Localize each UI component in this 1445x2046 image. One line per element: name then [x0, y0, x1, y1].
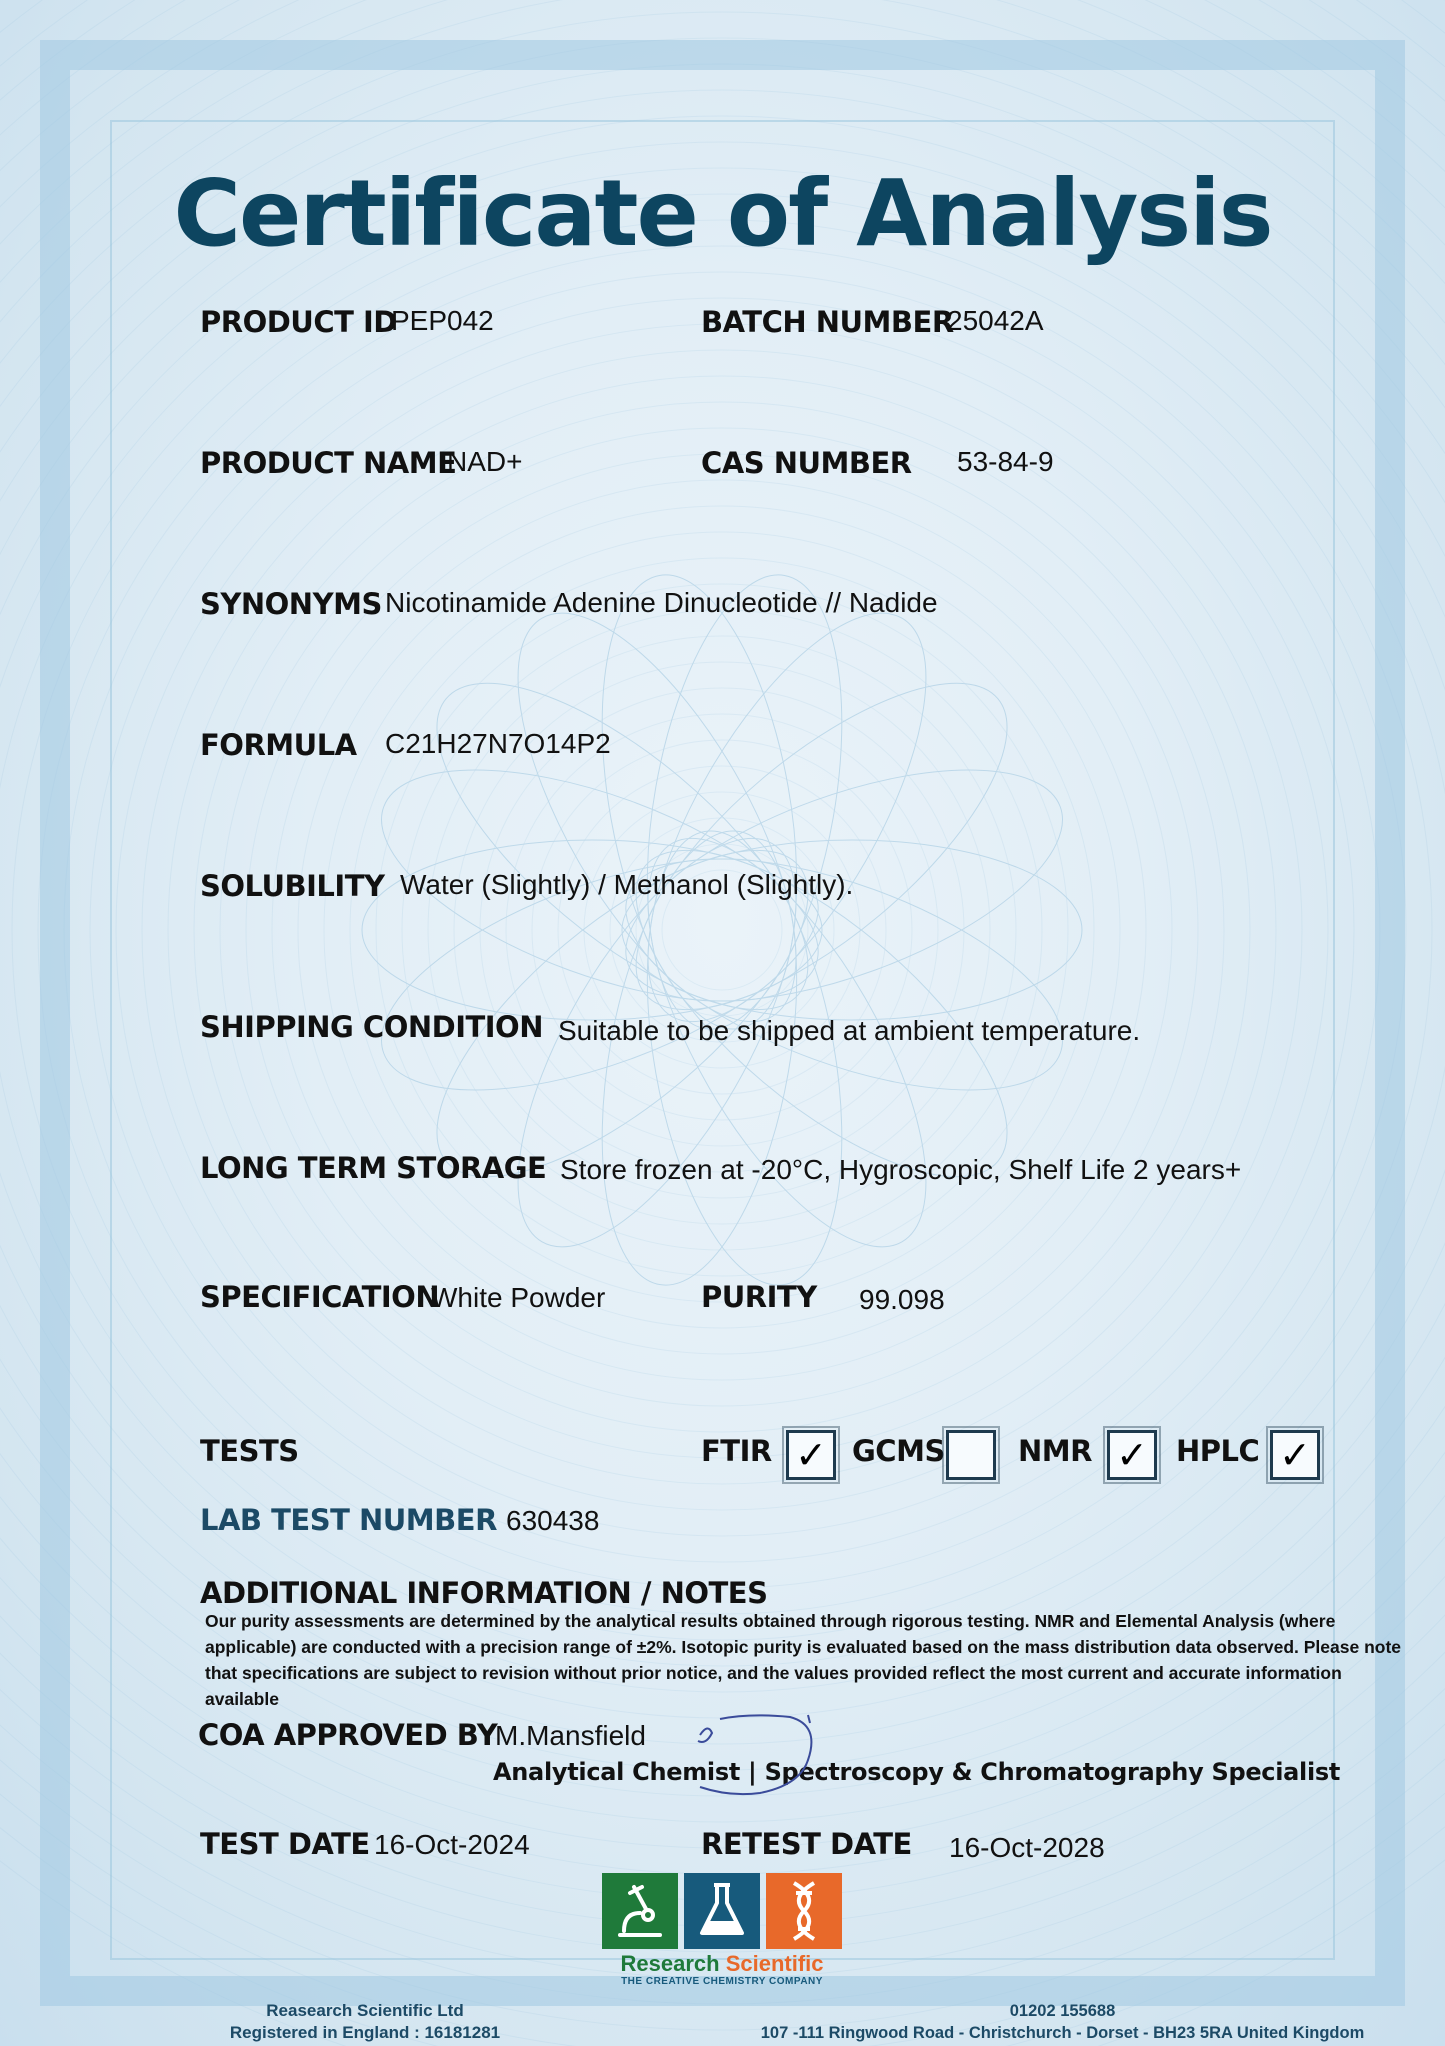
lab-test-number-label: LAB TEST NUMBER: [200, 1503, 497, 1537]
footer-registration: Registered in England : 16181281: [229, 2023, 501, 2042]
checkbox-gcms[interactable]: [946, 1430, 996, 1480]
logo-wordmark: [602, 1951, 842, 1977]
footer-company: [210, 2000, 520, 2044]
retest-date-label: RETEST DATE: [701, 1827, 912, 1861]
logo-tagline: THE CREATIVE CHEMISTRY COMPANY: [621, 1976, 823, 1987]
company-logo: [602, 1873, 842, 2003]
solubility-value: Water (Slightly) / Methanol (Slightly).: [400, 869, 854, 900]
shipping-condition-value: Suitable to be shipped at ambient temperature.: [558, 1015, 1141, 1046]
logo-word-research: Research: [620, 1951, 720, 1976]
check-icon: ✓: [1116, 1433, 1148, 1477]
notes-body: Our purity assessments are determined by the analytical results obtained through rigorous testing. NMR and Elemental Analysis (where applicable) are conducted with a precision range of ±2%. Isotopic purity is evaluated based on the mass distribution data observed. Please note that specifications are subject to revision without prior notice, and the values provided reflect the most current and accurate information available: [205, 1611, 1402, 1709]
test-name-nmr: NMR: [1018, 1434, 1092, 1468]
product-name-value: NAD+: [447, 446, 523, 477]
specification-value: White Powder: [431, 1282, 606, 1313]
check-icon: ✓: [795, 1433, 827, 1477]
notes-heading: ADDITIONAL INFORMATION / NOTES: [200, 1576, 768, 1610]
specification-label: SPECIFICATION: [200, 1280, 440, 1314]
signature: [690, 1705, 850, 1800]
checkbox-nmr[interactable]: [1107, 1430, 1157, 1480]
footer-contact: [700, 2000, 1425, 2044]
logo-word-scientific: Scientific: [725, 1951, 824, 1976]
cas-number-value: 53-84-9: [957, 446, 1054, 477]
formula-value: C21H27N7O14P2: [385, 728, 611, 759]
test-name-gcms: GCMS: [852, 1434, 945, 1468]
approved-by-label: COA APPROVED BY: [198, 1718, 498, 1752]
test-name-ftir: FTIR: [701, 1434, 772, 1468]
synonyms-value: Nicotinamide Adenine Dinucleotide // Nadide: [385, 587, 938, 618]
product-name-label: PRODUCT NAME: [200, 446, 457, 480]
cas-number-label: CAS NUMBER: [701, 446, 912, 480]
product-id-value: PEP042: [391, 305, 494, 336]
batch-number-label: BATCH NUMBER: [701, 305, 954, 339]
dna-icon: [766, 1873, 842, 1949]
footer-address: 107 -111 Ringwood Road - Christchurch - Dorset - BH23 5RA United Kingdom: [760, 2024, 1365, 2042]
test-name-hpls: HPLC: [1176, 1434, 1260, 1468]
certificate-title: Certificate of Analysis: [173, 160, 1272, 267]
lab-test-number-value: 630438: [506, 1505, 600, 1536]
solubility-label: SOLUBILITY: [200, 869, 385, 903]
long-term-storage-value: Store frozen at -20°C, Hygroscopic, Shelf Life 2 years+: [560, 1154, 1242, 1185]
purity-label: PURITY: [701, 1280, 817, 1314]
footer-company-name: Reasearch Scientific Ltd: [266, 2001, 464, 2020]
purity-value: 99.098: [859, 1284, 945, 1315]
tests-label: TESTS: [200, 1434, 299, 1468]
approver-name: M.Mansfield: [495, 1720, 646, 1751]
test-date-value: 16-Oct-2024: [374, 1829, 530, 1860]
retest-date-value: 16-Oct-2028: [949, 1832, 1105, 1863]
flask-icon: [684, 1873, 760, 1949]
approver-role: Analytical Chemist | Spectroscopy & Chromatography Specialist: [493, 1758, 1341, 1786]
footer-phone: 01202 155688: [1009, 2002, 1116, 2020]
microscope-icon: [602, 1873, 678, 1949]
batch-number-value: 25042A: [947, 305, 1044, 336]
checkbox-hplc[interactable]: [1270, 1430, 1320, 1480]
product-id-label: PRODUCT ID: [200, 305, 397, 339]
check-icon: ✓: [1279, 1433, 1311, 1477]
checkbox-ftir[interactable]: [786, 1430, 836, 1480]
test-date-label: TEST DATE: [200, 1827, 370, 1861]
check-icon: [949, 1433, 993, 1477]
shipping-condition-label: SHIPPING CONDITION: [200, 1010, 543, 1044]
long-term-storage-label: LONG TERM STORAGE: [200, 1151, 547, 1185]
formula-label: FORMULA: [200, 728, 357, 762]
synonyms-label: SYNONYMS: [200, 587, 382, 621]
